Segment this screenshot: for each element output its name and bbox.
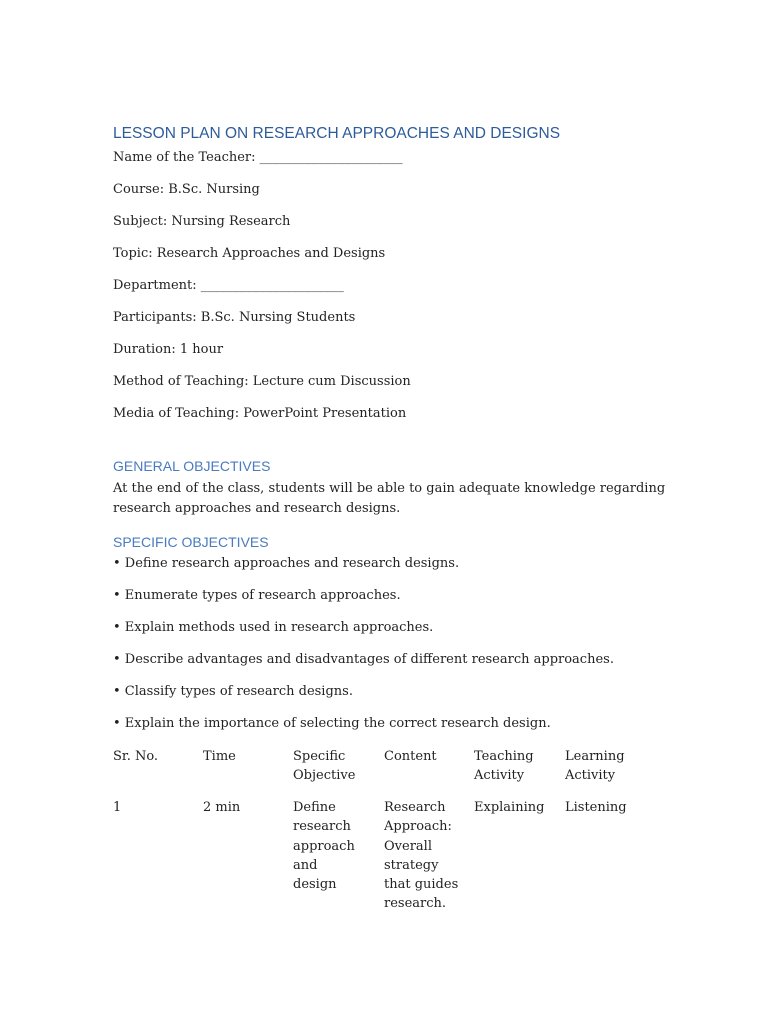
- info-method: Method of Teaching: Lecture cum Discussion: [113, 374, 411, 389]
- table-header-sr-no: Sr. No.: [113, 749, 159, 764]
- info-duration: Duration: 1 hour: [113, 342, 224, 357]
- info-teacher-name: Name of the Teacher: ______________________: [113, 150, 403, 165]
- table-header-content: Content: [384, 749, 437, 764]
- objective-item: • Define research approaches and research designs.: [113, 556, 460, 571]
- table-header-specific-objective: Specific Objective: [293, 749, 356, 784]
- table-cell-sr-no: 1: [113, 800, 122, 815]
- table-cell-learning-activity: Listening: [565, 800, 627, 815]
- general-objectives-text: At the end of the class, students will be able to gain adequate knowledge regarding research approaches and research designs.: [113, 481, 666, 516]
- info-department: Department: ______________________: [113, 278, 344, 293]
- objective-item: • Enumerate types of research approaches.: [113, 588, 401, 603]
- info-subject: Subject: Nursing Research: [113, 214, 291, 229]
- general-objectives-heading: GENERAL OBJECTIVES: [113, 458, 271, 474]
- objective-item: • Explain methods used in research approaches.: [113, 620, 434, 635]
- info-course: Course: B.Sc. Nursing: [113, 182, 260, 197]
- document-title: LESSON PLAN ON RESEARCH APPROACHES AND DESIGNS: [113, 125, 561, 142]
- table-cell-content: Research Approach: Overall strategy that guides research.: [384, 800, 459, 912]
- objective-item: • Explain the importance of selecting the correct research design.: [113, 716, 551, 731]
- objective-item: • Describe advantages and disadvantages of different research approaches.: [113, 652, 614, 667]
- info-topic: Topic: Research Approaches and Designs: [113, 246, 386, 261]
- table-cell-specific-objective: Define research approach and design: [293, 800, 355, 893]
- objective-item: • Classify types of research designs.: [113, 684, 353, 699]
- table-header-time: Time: [203, 749, 236, 764]
- info-participants: Participants: B.Sc. Nursing Students: [113, 310, 356, 325]
- table-header-learning-activity: Learning Activity: [565, 749, 625, 784]
- table-header-teaching-activity: Teaching Activity: [474, 749, 534, 784]
- specific-objectives-heading: SPECIFIC OBJECTIVES: [113, 534, 269, 550]
- info-media: Media of Teaching: PowerPoint Presentation: [113, 406, 407, 421]
- table-cell-time: 2 min: [203, 800, 241, 815]
- table-cell-teaching-activity: Explaining: [474, 800, 545, 815]
